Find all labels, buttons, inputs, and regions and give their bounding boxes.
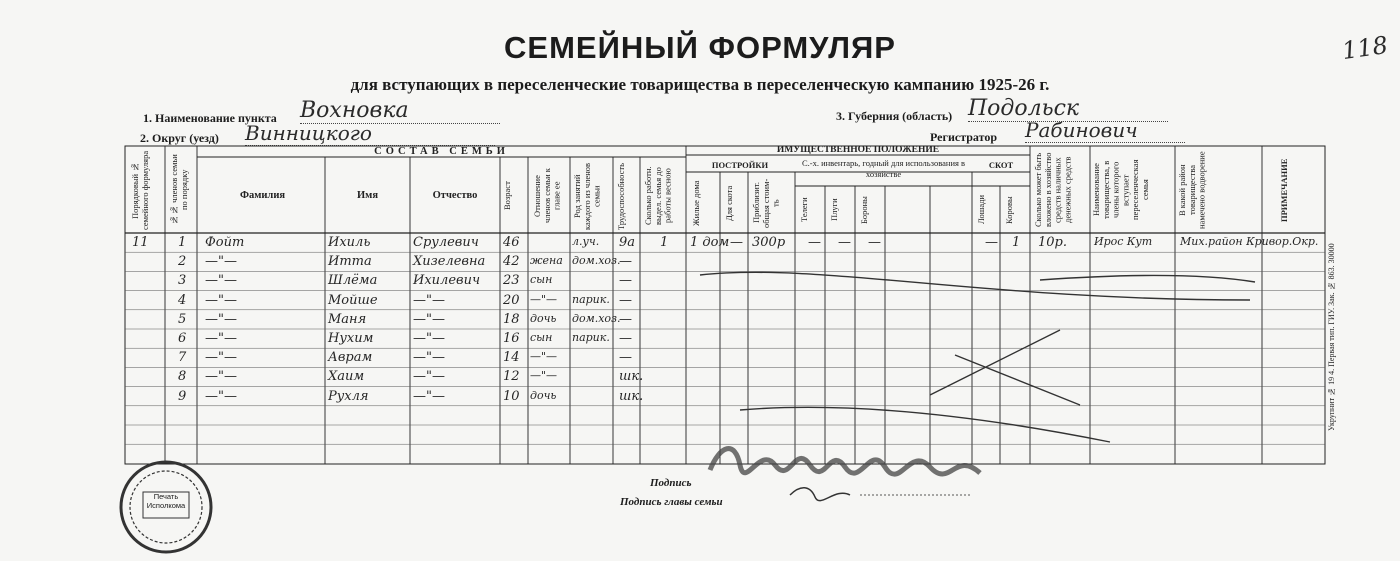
col-member-no: №№ членов семьи по порядку bbox=[169, 154, 189, 226]
cell-ability: — bbox=[619, 331, 632, 346]
cell-ability: шк. bbox=[619, 388, 644, 404]
cell-num: 4 bbox=[178, 292, 187, 308]
col-name: Имя bbox=[357, 190, 378, 201]
cell-num: 9 bbox=[178, 388, 187, 404]
cell-harrows: — bbox=[868, 235, 881, 250]
page-subtitle: для вступающих в переселенческие товарищества в переселенческую кампанию 1925-26 г. bbox=[350, 75, 1050, 94]
cell-surname: —"— bbox=[205, 369, 237, 385]
col-approx-value: Приблизит. общая стоим-ть bbox=[751, 178, 781, 228]
cell-cows: 1 bbox=[1012, 235, 1021, 250]
cell-cattle: — bbox=[730, 235, 743, 250]
cell-workers: 1 bbox=[660, 235, 669, 250]
cell-ability: — bbox=[619, 292, 632, 308]
cell-occupation: парик. bbox=[572, 292, 610, 306]
cell-relation: дочь bbox=[530, 388, 557, 402]
cell-surname: —"— bbox=[205, 311, 237, 327]
registrator-label: Регистратор bbox=[930, 130, 998, 144]
cell-num: 2 bbox=[178, 254, 187, 270]
col-cattle-bldg: Для скота bbox=[724, 185, 734, 221]
registrator-value: Рабинович bbox=[1025, 118, 1185, 143]
cell-age: 23 bbox=[503, 273, 520, 289]
cell-carts: — bbox=[808, 235, 821, 250]
cell-ability: — bbox=[619, 254, 632, 270]
cell-relation: —"— bbox=[530, 369, 558, 383]
printer-note: Укрупнит № 19 4. Первая тип. ГИУ. Зак. № 863. 30000 bbox=[1327, 243, 1336, 432]
cell-patronymic: —"— bbox=[413, 369, 445, 385]
cell-occupation: л.уч. bbox=[572, 235, 600, 248]
cell-name: Рухля bbox=[328, 388, 369, 404]
cell-name: Хаим bbox=[328, 369, 365, 385]
cell-patronymic: —"— bbox=[413, 350, 445, 366]
cell-ability: — bbox=[619, 273, 632, 289]
guberniya-value: Подольск bbox=[968, 96, 1168, 122]
punkt-value: Вохновка bbox=[300, 98, 500, 124]
cell-name: Мойше bbox=[328, 292, 378, 308]
cell-patronymic: —"— bbox=[413, 388, 445, 404]
col-family-group: СОСТАВ СЕМЬИ bbox=[374, 146, 509, 157]
cell-num: 5 bbox=[178, 311, 187, 327]
cell-relation: —"— bbox=[530, 292, 558, 306]
col-dwelling: Жилые дома bbox=[691, 180, 701, 226]
cell-relation: дочь bbox=[530, 311, 557, 325]
cell-name: Итта bbox=[328, 254, 372, 270]
cell-ability: 9а bbox=[619, 235, 636, 250]
cell-age: 20 bbox=[503, 292, 520, 308]
cell-age: 14 bbox=[503, 350, 520, 366]
signature-label: Подпись bbox=[650, 477, 692, 489]
cell-name: Маня bbox=[328, 311, 367, 327]
cell-horses: — bbox=[985, 235, 998, 250]
head-signature-label: Подпись главы семьи bbox=[620, 496, 723, 508]
cell-surname: —"— bbox=[205, 350, 237, 366]
cell-surname: —"— bbox=[205, 254, 237, 270]
cell-age: 16 bbox=[503, 331, 520, 346]
cell-patronymic: —"— bbox=[413, 292, 445, 308]
col-ploughs: Плуги bbox=[829, 198, 839, 222]
col-occupation: Род занятий каждого из членов семьи bbox=[572, 162, 602, 230]
cell-relation: —"— bbox=[530, 350, 558, 364]
cell-relation: жена bbox=[530, 254, 563, 268]
cell-ability: — bbox=[619, 350, 632, 366]
handwritten-signature bbox=[700, 425, 1000, 525]
cell-surname: —"— bbox=[205, 273, 237, 289]
cell-ability: шк. bbox=[619, 369, 644, 385]
cell-age: 18 bbox=[503, 311, 520, 327]
col-buildings: ПОСТРОЙКИ bbox=[711, 160, 769, 170]
cell-name: Аврам bbox=[328, 350, 373, 366]
cell-ploughs: — bbox=[838, 235, 851, 250]
cell-name: Нухим bbox=[328, 331, 374, 346]
col-horses: Лошади bbox=[976, 195, 986, 225]
col-patronymic: Отчество bbox=[432, 190, 478, 201]
cell-num: 3 bbox=[178, 273, 187, 289]
cell-num: 8 bbox=[178, 369, 187, 385]
cell-patronymic: —"— bbox=[413, 311, 445, 327]
cell-ability: — bbox=[619, 311, 632, 327]
col-carts: Телеги bbox=[799, 197, 809, 223]
cell-occupation: дом.хоз. bbox=[572, 311, 621, 325]
col-age: Возраст bbox=[502, 181, 512, 211]
col-funds: Сколько может быть вложено в хозяйство средств наличных денежных средств bbox=[1033, 152, 1073, 228]
cell-dwelling: 1 дом bbox=[690, 235, 730, 250]
cell-age: 12 bbox=[503, 369, 520, 385]
cell-order: 11 bbox=[132, 235, 149, 250]
cell-surname: —"— bbox=[205, 292, 237, 308]
stamp-text: Печать Исполкома bbox=[146, 492, 186, 510]
cell-occupation: парик. bbox=[572, 331, 610, 344]
page-title: СЕМЕЙНЫЙ ФОРМУЛЯР bbox=[504, 30, 896, 65]
cell-name: Шлёма bbox=[328, 273, 378, 289]
col-cows: Коровы bbox=[1004, 196, 1014, 224]
cell-value: 300р bbox=[752, 235, 786, 250]
cell-num: 6 bbox=[178, 331, 187, 346]
guberniya-label: 3. Губерния (область) bbox=[836, 109, 953, 123]
punkt-label: 1. Наименование пункта bbox=[143, 111, 277, 125]
col-harrows: Бороны bbox=[859, 196, 869, 224]
cell-age: 10 bbox=[503, 388, 520, 404]
col-partnership: Наименование товарищества, в члены которого вступает переселенческая семья bbox=[1091, 159, 1150, 221]
col-livestock: СКОТ bbox=[988, 160, 1014, 170]
cell-patronymic: Срулевич bbox=[413, 235, 479, 250]
cell-patronymic: Хизелевна bbox=[413, 254, 486, 270]
okrug-value: Винницкого bbox=[245, 121, 495, 146]
cell-region: Мих.район Кривор.Окр. bbox=[1180, 235, 1319, 248]
cell-surname: —"— bbox=[205, 331, 237, 346]
cell-surname: Фойт bbox=[205, 235, 245, 250]
cell-surname: —"— bbox=[205, 388, 237, 404]
col-ability: Трудоспособность bbox=[616, 162, 626, 230]
cell-partnership: Ирос Кут bbox=[1094, 235, 1153, 248]
cell-age: 42 bbox=[503, 254, 520, 270]
col-region: В какой район товарищества намечено водворение bbox=[1177, 151, 1207, 229]
cell-relation: сын bbox=[530, 273, 553, 287]
col-remarks: ПРИМЕЧАНИЕ bbox=[1279, 158, 1289, 222]
col-relation: Отношение членов семьи к главе ее bbox=[532, 168, 562, 224]
cell-funds: 10р. bbox=[1038, 235, 1067, 250]
cell-age: 46 bbox=[503, 235, 520, 250]
cell-num: 1 bbox=[178, 235, 187, 250]
col-workers: Сколько работн. выдел. семья до работы весною bbox=[643, 166, 673, 226]
cell-occupation: дом.хоз. bbox=[572, 254, 621, 268]
page-number: 118 bbox=[1340, 30, 1390, 66]
col-inventory: С.-х. инвентарь, годный для использования в хозяйстве bbox=[801, 158, 966, 179]
cell-name: Ихиль bbox=[328, 235, 371, 250]
col-order-no: Порядковый № семейного формуляра bbox=[130, 150, 150, 230]
col-surname: Фамилия bbox=[239, 190, 286, 201]
okrug-label: 2. Округ (уезд) bbox=[140, 131, 219, 145]
col-property-group: ИМУЩЕСТВЕННОЕ ПОЛОЖЕНИЕ bbox=[776, 145, 940, 155]
cell-num: 7 bbox=[178, 350, 187, 366]
cell-relation: сын bbox=[530, 331, 553, 344]
cell-patronymic: Ихилевич bbox=[413, 273, 481, 289]
cell-patronymic: —"— bbox=[413, 331, 445, 346]
